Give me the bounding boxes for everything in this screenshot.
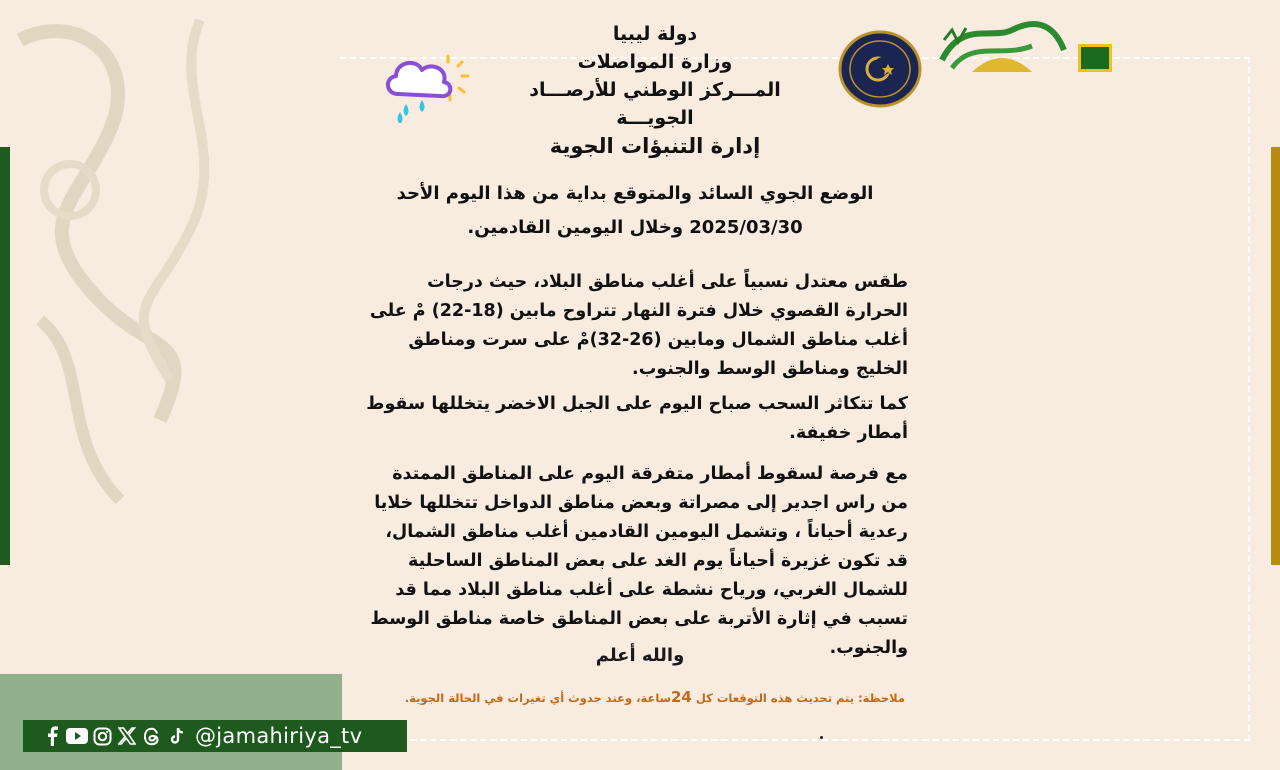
dot-mark xyxy=(820,736,823,739)
header-ministry: وزارة المواصلات xyxy=(577,51,733,73)
rain-cloud-icon xyxy=(378,48,478,123)
title-line-1: الوضع الجوي السائد والمتوقع بداية من هذا اليوم الأحد xyxy=(396,183,874,204)
closing-phrase: والله أعلم xyxy=(595,645,685,666)
threads-icon[interactable] xyxy=(141,725,163,747)
note-text-start: ملاحظة: يتم تحديث هذه التوقعات كل xyxy=(691,691,905,705)
bulletin-title xyxy=(355,177,915,245)
header-department: إدارة التنبؤات الجوية xyxy=(549,134,761,158)
left-accent-bar xyxy=(0,147,10,565)
tiktok-icon[interactable] xyxy=(166,725,188,747)
youtube-icon[interactable] xyxy=(66,725,88,747)
paragraph-rain: مع فرصة لسقوط أمطار متفرقة اليوم على المناطق الممتدة من راس اجدير إلى مصراتة وبعض مناطق الدواخل تتخللها خلايا رعدية أحياناً ، وتشمل اليومين القادمين أغلب مناطق الشمال، قد تكون غزيرة أحياناً يوم الغد على بعض المناطق الساحلية للشمال الغربي، ورياح نشطة على أغلب مناطق البلاد مما قد تسبب في إثارة الأتربة على بعض المناطق خاصة مناطق الوسط والجنوب. xyxy=(370,464,908,658)
x-icon[interactable] xyxy=(116,725,138,747)
right-accent-bar xyxy=(1271,147,1280,565)
instagram-icon[interactable] xyxy=(91,725,113,747)
ministry-emblem-icon xyxy=(838,30,922,108)
header-country: دولة ليبيا xyxy=(612,23,698,45)
update-note xyxy=(360,688,905,706)
calligraphy-decoration xyxy=(0,0,260,560)
title-line-2: 2025/03/30 وخلال اليومين القادمين. xyxy=(467,217,803,238)
paragraph-temperatures: طقس معتدل نسبياً على أغلب مناطق البلاد، حيث درجات الحرارة القصوي خلال فترة النهار تتراوح مابين (18-22) مْ على أغلب مناطق الشمال ومابين (26-32)مْ على سرت ومناطق الخليج ومناطق الوسط والجنوب. xyxy=(369,272,908,379)
paragraph-clouds: كما تتكاثر السحب صباح اليوم على الجبل الاخضر يتخللها سقوط أمطار خفيفة. xyxy=(366,394,908,443)
jamahiriya-logo xyxy=(932,10,1072,80)
social-bar xyxy=(23,720,407,752)
social-handle[interactable]: @jamahiriya_tv xyxy=(195,724,363,748)
flag-icon xyxy=(1078,44,1112,72)
ministry-header xyxy=(490,20,820,160)
note-text-end: ساعة، وعند حدوث أي تغيرات في الحالة الجوية. xyxy=(404,691,671,705)
facebook-icon[interactable] xyxy=(41,725,63,747)
header-center: المـــركز الوطني للأرصـــاد الجويـــة xyxy=(529,79,781,129)
note-hours: 24 xyxy=(670,688,692,706)
